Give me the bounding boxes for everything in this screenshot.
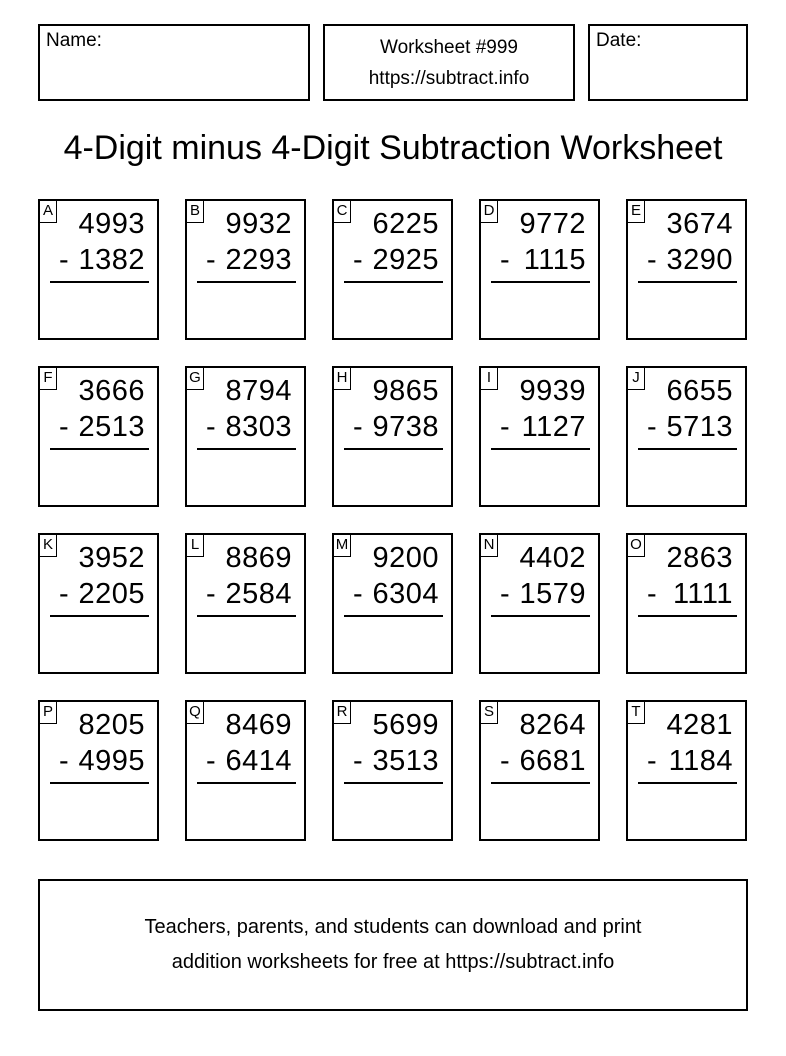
answer-line xyxy=(197,448,296,450)
footer-line-1: Teachers, parents, and students can download and print xyxy=(144,916,642,938)
problem-label: H xyxy=(333,367,351,390)
answer-area[interactable] xyxy=(638,619,737,668)
answer-line xyxy=(638,615,737,617)
answer-line xyxy=(197,281,296,283)
minus-sign: - xyxy=(353,411,363,443)
problem-label: N xyxy=(480,534,498,557)
subtrahend: 1184 xyxy=(668,745,733,777)
problem-label: B xyxy=(186,200,204,223)
answer-line xyxy=(50,281,149,283)
subtrahend: 6414 xyxy=(225,745,292,777)
subtrahend: 8303 xyxy=(225,411,292,443)
minuend: 4402 xyxy=(519,542,586,574)
name-label: Name: xyxy=(46,30,102,51)
subtrahend: 6681 xyxy=(519,745,586,777)
problem-card xyxy=(185,700,306,841)
problem-card xyxy=(332,533,453,674)
minuend: 3674 xyxy=(666,208,733,240)
minus-sign: - xyxy=(647,578,657,610)
problem-label: R xyxy=(333,701,351,724)
problem-card xyxy=(626,366,747,507)
minus-sign: - xyxy=(647,244,657,276)
problem-label: M xyxy=(333,534,351,557)
subtrahend: 1382 xyxy=(78,244,145,276)
worksheet-url: https://subtract.info xyxy=(368,67,530,89)
worksheet-title: 4-Digit minus 4-Digit Subtraction Worksheet xyxy=(63,129,723,167)
answer-area[interactable] xyxy=(197,619,296,668)
subtrahend: 6304 xyxy=(372,578,439,610)
problem-label: P xyxy=(39,701,57,724)
problem-card xyxy=(626,533,747,674)
minuend: 9865 xyxy=(372,375,439,407)
answer-area[interactable] xyxy=(491,285,590,334)
problem-card xyxy=(626,199,747,340)
minus-sign: - xyxy=(206,578,216,610)
minuend: 3666 xyxy=(78,375,145,407)
subtrahend: 3290 xyxy=(666,244,733,276)
subtrahend: 5713 xyxy=(666,411,733,443)
subtrahend: 1579 xyxy=(519,578,586,610)
problem-card xyxy=(38,533,159,674)
minuend: 6655 xyxy=(666,375,733,407)
problem-card xyxy=(479,700,600,841)
subtrahend: 3513 xyxy=(372,745,439,777)
answer-line xyxy=(638,448,737,450)
answer-area[interactable] xyxy=(638,285,737,334)
answer-area[interactable] xyxy=(638,452,737,501)
minuend: 9772 xyxy=(519,208,586,240)
answer-area[interactable] xyxy=(491,619,590,668)
minus-sign: - xyxy=(59,745,69,777)
minuend: 8264 xyxy=(519,709,586,741)
answer-area[interactable] xyxy=(50,285,149,334)
subtrahend: 1127 xyxy=(521,411,586,443)
problem-label: D xyxy=(480,200,498,223)
problem-label: A xyxy=(39,200,57,223)
answer-line xyxy=(50,448,149,450)
minus-sign: - xyxy=(353,745,363,777)
problem-label: C xyxy=(333,200,351,223)
minuend: 8469 xyxy=(225,709,292,741)
minuend: 2863 xyxy=(666,542,733,574)
answer-line xyxy=(197,782,296,784)
minuend: 8794 xyxy=(225,375,292,407)
problem-label: L xyxy=(186,534,204,557)
problem-card xyxy=(332,199,453,340)
problem-card xyxy=(332,700,453,841)
answer-area[interactable] xyxy=(197,786,296,835)
subtrahend: 2205 xyxy=(78,578,145,610)
name-field-box[interactable] xyxy=(38,24,310,101)
answer-line xyxy=(344,281,443,283)
problem-label: F xyxy=(39,367,57,390)
answer-line xyxy=(50,615,149,617)
minuend: 4993 xyxy=(78,208,145,240)
problem-card xyxy=(185,366,306,507)
subtrahend: 2293 xyxy=(225,244,292,276)
subtrahend: 2584 xyxy=(225,578,292,610)
date-label: Date: xyxy=(596,30,642,51)
answer-line xyxy=(491,782,590,784)
problem-card xyxy=(185,533,306,674)
problem-card xyxy=(479,199,600,340)
problem-label: J xyxy=(627,367,645,390)
minus-sign: - xyxy=(500,411,510,443)
answer-area[interactable] xyxy=(491,786,590,835)
subtrahend: 9738 xyxy=(372,411,439,443)
minuend: 9200 xyxy=(372,542,439,574)
answer-line xyxy=(344,448,443,450)
answer-line xyxy=(638,782,737,784)
subtrahend: 2925 xyxy=(372,244,439,276)
answer-area[interactable] xyxy=(344,619,443,668)
minuend: 9932 xyxy=(225,208,292,240)
answer-line xyxy=(197,615,296,617)
minuend: 5699 xyxy=(372,709,439,741)
minus-sign: - xyxy=(59,244,69,276)
subtrahend: 1111 xyxy=(672,578,733,610)
problem-label: Q xyxy=(186,701,204,724)
minuend: 4281 xyxy=(666,709,733,741)
problem-card xyxy=(626,700,747,841)
answer-area[interactable] xyxy=(344,285,443,334)
problem-card xyxy=(479,366,600,507)
problem-card xyxy=(38,199,159,340)
minuend: 6225 xyxy=(372,208,439,240)
problem-card xyxy=(38,700,159,841)
problem-label: K xyxy=(39,534,57,557)
answer-area[interactable] xyxy=(491,452,590,501)
worksheet-info-box xyxy=(323,24,575,101)
answer-area[interactable] xyxy=(197,452,296,501)
minuend: 9939 xyxy=(519,375,586,407)
answer-area[interactable] xyxy=(197,285,296,334)
minuend: 3952 xyxy=(78,542,145,574)
problem-card xyxy=(479,533,600,674)
minus-sign: - xyxy=(500,244,510,276)
problem-card xyxy=(332,366,453,507)
minus-sign: - xyxy=(206,745,216,777)
subtrahend: 4995 xyxy=(78,745,145,777)
minus-sign: - xyxy=(500,745,510,777)
footer-box xyxy=(38,879,748,1011)
answer-area[interactable] xyxy=(638,786,737,835)
minus-sign: - xyxy=(500,578,510,610)
date-field-box[interactable] xyxy=(588,24,748,101)
problem-label: G xyxy=(186,367,204,390)
answer-line xyxy=(491,281,590,283)
answer-area[interactable] xyxy=(344,452,443,501)
answer-area[interactable] xyxy=(50,786,149,835)
subtrahend: 1115 xyxy=(523,244,586,276)
answer-line xyxy=(491,448,590,450)
minuend: 8869 xyxy=(225,542,292,574)
problem-label: T xyxy=(627,701,645,724)
problem-label: E xyxy=(627,200,645,223)
minus-sign: - xyxy=(59,578,69,610)
minus-sign: - xyxy=(353,244,363,276)
minus-sign: - xyxy=(206,411,216,443)
answer-area[interactable] xyxy=(50,452,149,501)
minus-sign: - xyxy=(206,244,216,276)
answer-area[interactable] xyxy=(50,619,149,668)
problem-label: I xyxy=(480,367,498,390)
problem-label: O xyxy=(627,534,645,557)
subtrahend: 2513 xyxy=(78,411,145,443)
minus-sign: - xyxy=(353,578,363,610)
answer-line xyxy=(50,782,149,784)
minus-sign: - xyxy=(59,411,69,443)
answer-line xyxy=(344,615,443,617)
problem-card xyxy=(185,199,306,340)
minus-sign: - xyxy=(647,411,657,443)
answer-area[interactable] xyxy=(344,786,443,835)
worksheet-number: Worksheet #999 xyxy=(379,36,518,58)
answer-line xyxy=(491,615,590,617)
minus-sign: - xyxy=(647,745,657,777)
answer-line xyxy=(638,281,737,283)
footer-line-2: addition worksheets for free at https://subtract.info xyxy=(171,951,615,973)
problem-label: S xyxy=(480,701,498,724)
minuend: 8205 xyxy=(78,709,145,741)
answer-line xyxy=(344,782,443,784)
problem-card xyxy=(38,366,159,507)
